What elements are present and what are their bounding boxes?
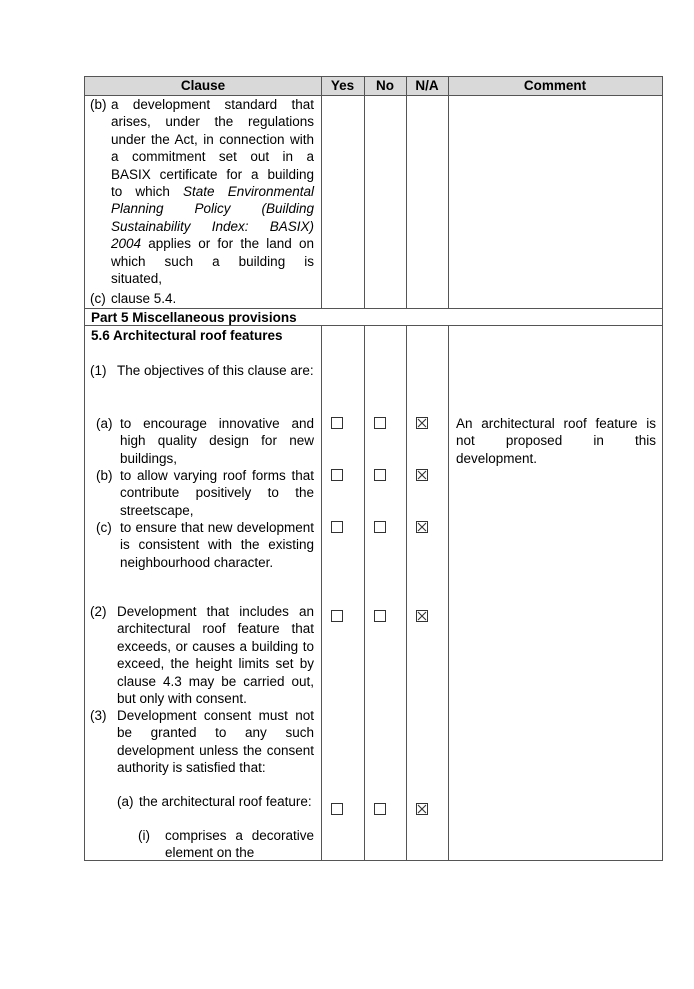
item-2-text: Development that includes an architectural roof feature that exceeds, or causes a building to exceed, the height limits set by clause 4.3 may be carried out, but only with consent. <box>117 604 314 707</box>
header-comment: Comment <box>523 78 587 93</box>
no-checkbox[interactable] <box>374 469 386 481</box>
no-checkbox[interactable] <box>374 417 386 429</box>
item-3ai-text: comprises a decorative element on the <box>165 828 314 861</box>
na-checkbox-checked[interactable] <box>416 469 428 481</box>
clause-c-label: (c) <box>90 291 106 306</box>
no-checkbox[interactable] <box>374 521 386 533</box>
na-checkbox-checked[interactable] <box>416 610 428 622</box>
column-divider <box>321 77 322 860</box>
column-divider <box>448 77 449 860</box>
item-3a-label: (a) <box>117 794 134 809</box>
na-checkbox-checked[interactable] <box>416 417 428 429</box>
clause-c-text: clause 5.4. <box>111 291 177 306</box>
objective-b-label: (b) <box>96 468 113 483</box>
item-3-label: (3) <box>90 708 107 723</box>
item-3a-text: the architectural roof feature: <box>139 794 312 809</box>
objective-b-text: to allow varying roof forms that contribute positively to the streetscape, <box>120 468 314 518</box>
header-na: N/A <box>415 78 439 93</box>
item-2-label: (2) <box>90 604 107 619</box>
column-divider <box>406 77 407 860</box>
no-checkbox[interactable] <box>374 610 386 622</box>
column-divider <box>364 77 365 860</box>
part-heading: Part 5 Miscellaneous provisions <box>91 310 297 325</box>
clause-b-label: (b) <box>90 97 107 112</box>
comment-text: An architectural roof feature is not proposed in this development. <box>456 416 656 466</box>
compliance-table <box>84 76 663 861</box>
clause-56-heading: 5.6 Architectural roof features <box>91 328 283 343</box>
item-3ai-label: (i) <box>138 828 150 843</box>
objective-c-label: (c) <box>96 520 112 535</box>
objective-a-text: to encourage innovative and high quality design for new buildings, <box>120 416 314 466</box>
yes-checkbox[interactable] <box>331 417 343 429</box>
yes-checkbox[interactable] <box>331 610 343 622</box>
objective-a-label: (a) <box>96 416 113 431</box>
yes-checkbox[interactable] <box>331 469 343 481</box>
no-checkbox[interactable] <box>374 803 386 815</box>
yes-checkbox[interactable] <box>331 521 343 533</box>
clause-b-text: a development standard that arises, under the regulations under the Act, in connection with a commitment set out in a BASIX certificate for a building to which State Environmental Planning Policy (Building Sustainability Index: BASIX) 2004 applies or for the land on which such a building is situated, <box>111 97 314 287</box>
na-checkbox-checked[interactable] <box>416 803 428 815</box>
header-clause: Clause <box>180 78 226 93</box>
objective-c-text: to ensure that new development is consistent with the existing neighbourhood character. <box>120 520 314 570</box>
item-1-text: The objectives of this clause are: <box>117 363 314 378</box>
na-checkbox-checked[interactable] <box>416 521 428 533</box>
header-no: No <box>376 78 394 93</box>
item-3-text: Development consent must not be granted to any such development unless the consent authority is satisfied that: <box>117 708 314 776</box>
yes-checkbox[interactable] <box>331 803 343 815</box>
item-1-label: (1) <box>90 363 107 378</box>
header-yes: Yes <box>330 78 355 93</box>
